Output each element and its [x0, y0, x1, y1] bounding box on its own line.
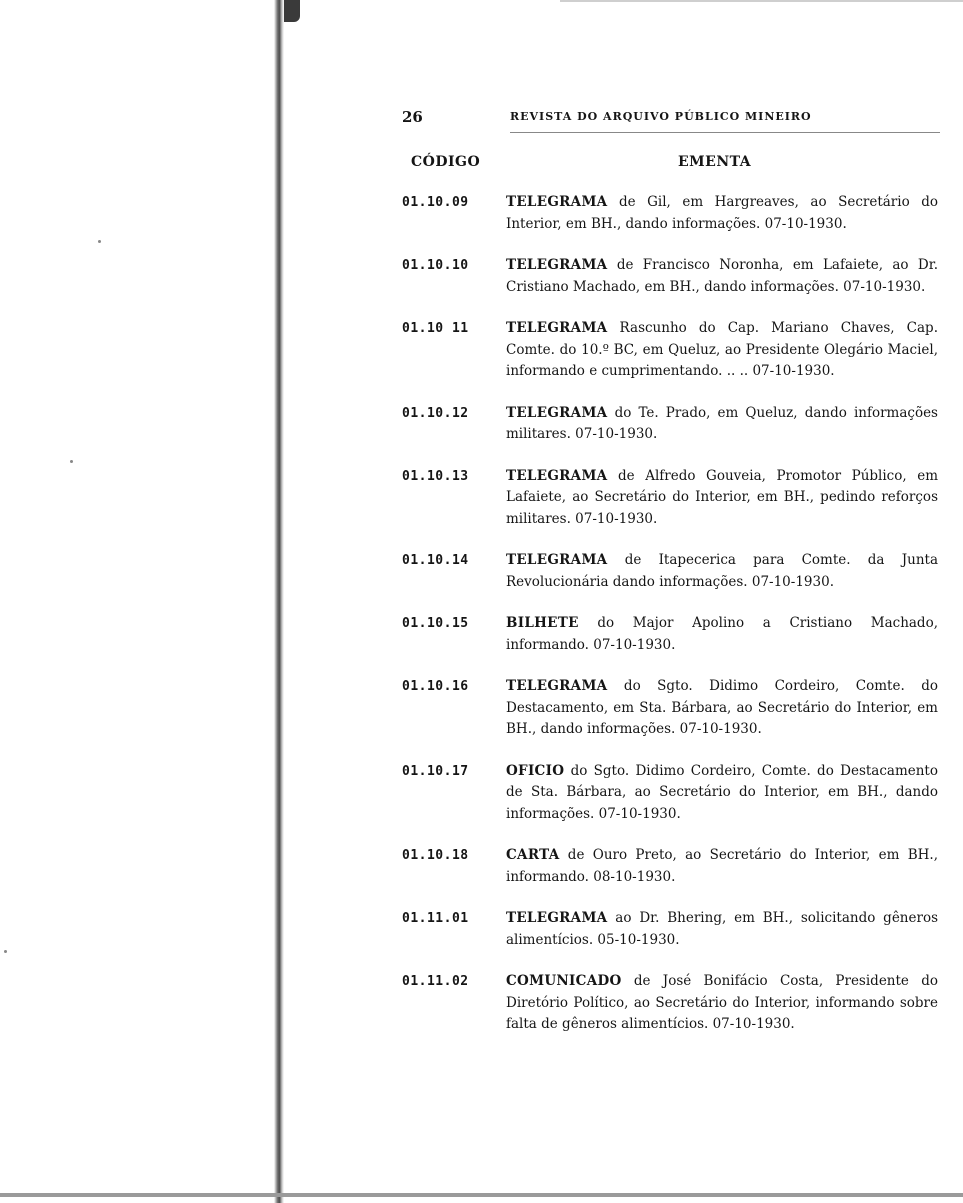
entry-summary — [506, 761, 938, 826]
entry-description: do Sgto. Didimo Cordeiro, Comte. do Destacamento, em Sta. Bárbara, ao Secretário do Interior, em BH., dando informações. 07-10-1930. — [506, 678, 938, 737]
page-binding-shadow — [274, 0, 284, 1203]
entry-summary — [506, 908, 938, 951]
entry-summary — [506, 971, 938, 1036]
entry-summary — [506, 845, 938, 888]
entry-document-type: TELEGRAMA — [506, 404, 608, 421]
entry-document-type: TELEGRAMA — [506, 194, 608, 210]
entry — [402, 550, 942, 593]
entry — [402, 466, 942, 531]
entry-document-type: TELEGRAMA — [506, 910, 608, 926]
entry-code: 01.10.12 — [402, 405, 469, 421]
entry-summary — [506, 318, 938, 383]
entry-summary — [506, 255, 938, 298]
entries-list — [402, 192, 942, 1056]
entry-code: 01.10.18 — [402, 848, 469, 863]
entry-document-type: OFICIO — [506, 762, 565, 779]
entry — [402, 845, 942, 888]
top-edge-rule — [560, 0, 963, 2]
entry — [402, 613, 942, 656]
entry-description: do Sgto. Didimo Cordeiro, Comte. do Destacamento de Sta. Bárbara, ao Secretário do Interior, em BH., dando informações. 07-10-1930. — [506, 762, 938, 822]
entry-code: 01.11.01 — [402, 911, 469, 926]
column-header-ementa: EMENTA — [678, 154, 752, 170]
entry-description: ao Dr. Bhering, em BH., solicitando gêneros alimentícios. 05-10-1930. — [506, 910, 938, 948]
entry-document-type: TELEGRAMA — [506, 257, 608, 273]
entry-summary — [506, 466, 938, 531]
bottom-edge-rule — [0, 1193, 963, 1197]
entry-code: 01.10.10 — [402, 258, 469, 273]
entry — [402, 403, 942, 446]
header-rule — [510, 132, 940, 133]
entry-summary — [506, 403, 938, 446]
entry-document-type: BILHETE — [506, 615, 579, 631]
entry-code: 01.10.13 — [402, 468, 469, 484]
entry-document-type: CARTA — [506, 847, 560, 863]
entry-code: 01.10.09 — [402, 195, 469, 210]
entry-document-type: TELEGRAMA — [506, 552, 608, 568]
entry — [402, 908, 942, 951]
entry — [402, 318, 942, 383]
entry-code: 01.11.02 — [402, 974, 469, 989]
entry — [402, 761, 942, 826]
entry — [402, 192, 942, 235]
entry-document-type: COMUNICADO — [506, 973, 622, 989]
entry-description: de Gil, em Hargreaves, ao Secretário do Interior, em BH., dando informações. 07-10-1930. — [506, 194, 938, 232]
entry-description: de Alfredo Gouveia, Promotor Público, em Lafaiete, ao Secretário do Interior, em BH., pedindo reforços militares. 07-10-1930. — [506, 467, 938, 527]
entry — [402, 676, 942, 741]
entry-document-type: TELEGRAMA — [506, 678, 608, 694]
scan-speck — [4, 950, 7, 953]
entry — [402, 971, 942, 1036]
entry-document-type: TELEGRAMA — [506, 320, 608, 336]
running-header — [402, 108, 942, 134]
entry-summary — [506, 192, 938, 235]
column-header-code: CÓDIGO — [411, 154, 481, 170]
page-number: 26 — [402, 108, 423, 126]
entry-code: 01.10.15 — [402, 616, 469, 631]
entry-summary — [506, 676, 938, 741]
entry — [402, 255, 942, 298]
entry-summary — [506, 613, 938, 656]
entry-summary — [506, 550, 938, 593]
entry-code: 01.10.16 — [402, 679, 469, 694]
entry-code: 01.10.14 — [402, 553, 469, 568]
entry-code: 01.10 11 — [402, 321, 469, 336]
entry-description: Rascunho do Cap. Mariano Chaves, Cap. Comte. do 10.º BC, em Queluz, ao Presidente Olegário Maciel, informando e cumprimentando. .. .. 07-10-1930. — [506, 320, 938, 379]
entry-description: do Te. Prado, em Queluz, dando informações militares. 07-10-1930. — [506, 404, 938, 442]
entry-description: do Major Apolino a Cristiano Machado, informando. 07-10-1930. — [506, 615, 938, 653]
scan-speck — [98, 240, 101, 243]
entry-description: de Francisco Noronha, em Lafaiete, ao Dr. Cristiano Machado, em BH., dando informações. 07-10-1930. — [506, 257, 938, 295]
page-binding-notch — [284, 0, 300, 22]
entry-description: de Itapecerica para Comte. da Junta Revolucionária dando informações. 07-10-1930. — [506, 552, 938, 590]
entry-description: de José Bonifácio Costa, Presidente do Diretório Político, ao Secretário do Interior, informando sobre falta de gêneros alimentícios. 07-10-1930. — [506, 973, 938, 1032]
entry-code: 01.10.17 — [402, 763, 469, 779]
entry-document-type: TELEGRAMA — [506, 467, 608, 484]
journal-title: REVISTA DO ARQUIVO PÚBLICO MINEIRO — [510, 110, 812, 123]
scan-speck — [70, 460, 73, 463]
entry-description: de Ouro Preto, ao Secretário do Interior, em BH., informando. 08-10-1930. — [506, 847, 938, 885]
